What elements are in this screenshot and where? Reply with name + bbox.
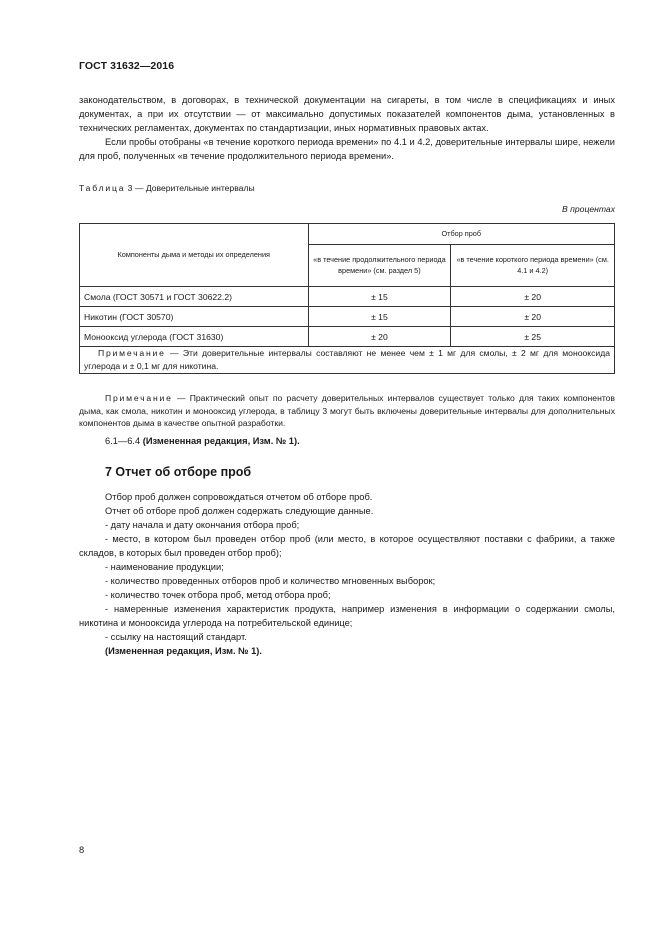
section-line: - наименование продукции; [105, 562, 224, 572]
amendment-note [105, 436, 300, 446]
row-short-value: ± 20 [451, 287, 615, 307]
section-line: - количество точек отбора проб, метод отбора проб; [105, 590, 331, 600]
table-row [80, 287, 615, 307]
section-line: - ссылку на настоящий стандарт. [105, 632, 247, 642]
intro-paragraph-2: Если пробы отобраны «в течение короткого периода времени» по 4.1 и 4.2, доверительные интервалы шире, нежели для проб, полученных «в течение продолжительного периода времени». [79, 137, 615, 161]
section-body [79, 490, 615, 658]
confidence-interval-table [79, 223, 615, 374]
row-name: Никотин (ГОСТ 30570) [80, 307, 309, 327]
table-row [80, 327, 615, 347]
section-title: 7 Отчет об отборе проб [105, 465, 252, 479]
page-number: 8 [79, 845, 85, 855]
section-line: Отбор проб должен сопровождаться отчетом об отборе проб. [105, 492, 373, 502]
amendment-text: (Измененная редакция, Изм. № 1). [142, 436, 300, 446]
table-row [80, 307, 615, 327]
header-short-period: «в течение короткого периода времени» (см. 4.1 и 4.2) [451, 245, 615, 287]
section-changes-item: - намеренные изменения характеристик продукта, например изменения в информации о содержании смолы, никотина и монооксида углерода на потребительской единице; [79, 604, 615, 628]
standard-header: ГОСТ 31632—2016 [79, 60, 175, 72]
header-components: Компоненты дыма и методы их определения [80, 224, 309, 287]
table-caption-title: 3 — Доверительные интервалы [125, 183, 255, 193]
section-line: - количество проведенных отборов проб и количество мгновенных выборок; [105, 576, 436, 586]
practical-note-text: — Практический опыт по расчету доверительных интервалов существует только для таких компонентов дыма, как смола, никотин и монооксид углерода, в таблицу 3 могут быть включены доверительные интервалы для дополнительных компонентов дыма в качестве опытной разработки. [79, 393, 615, 428]
intro-paragraph-1: законодательством, в договорах, в технической документации на сигареты, в том числе в спецификациях и иных документах, а при их отсутствии — от максимально допустимых показателей компонентов дыма, установленных в технических регламентах, документах по стандартизации, иных нормативных правовых актах. [79, 95, 615, 133]
table-units: В процентах [562, 204, 615, 214]
practical-note [79, 392, 615, 430]
table-note-text: — Эти доверительные интервалы составляют не менее чем ± 1 мг для смолы, ± 2 мг для монооксида углерода и ± 0,1 мг для никотина. [84, 348, 610, 371]
section-amendment: (Измененная редакция, Изм. № 1). [105, 646, 262, 656]
table-caption-word: Таблица [79, 183, 126, 193]
intro-text [79, 93, 615, 163]
practical-note-label: Примечание [105, 393, 173, 403]
row-name: Монооксид углерода (ГОСТ 31630) [80, 327, 309, 347]
row-short-value: ± 25 [451, 327, 615, 347]
table-caption [79, 183, 255, 193]
row-long-value: ± 15 [308, 287, 451, 307]
row-long-value: ± 20 [308, 327, 451, 347]
row-name: Смола (ГОСТ 30571 и ГОСТ 30622.2) [80, 287, 309, 307]
table-note [80, 347, 615, 374]
row-long-value: ± 15 [308, 307, 451, 327]
section-place-item: - место, в котором был проведен отбор проб (или место, в которое осуществляют поставки с фабрики, а также складов, в которых был проведен отбор проб); [79, 534, 615, 558]
amendment-ref: 6.1—6.4 [105, 436, 143, 446]
section-line: Отчет об отборе проб должен содержать следующие данные. [105, 506, 374, 516]
header-long-period: «в течение продолжительного периода времени» (см. раздел 5) [308, 245, 451, 287]
row-short-value: ± 20 [451, 307, 615, 327]
section-line: - дату начала и дату окончания отбора проб; [105, 520, 300, 530]
table-note-label: Примечание [98, 348, 166, 358]
header-sampling: Отбор проб [308, 224, 614, 245]
